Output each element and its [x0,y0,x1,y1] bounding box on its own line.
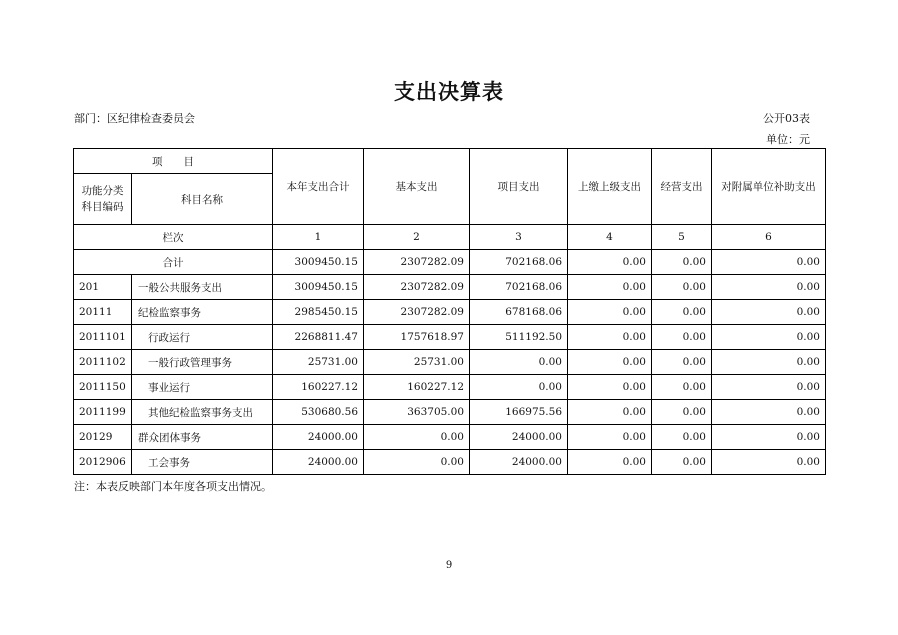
form-number: 公开03表 [763,112,810,125]
header-col-3: 项目支出 [470,149,568,225]
row-value: 0.00 [712,425,826,450]
total-value: 0.00 [568,250,652,275]
row-value: 2307282.09 [364,275,470,300]
row-value: 2307282.09 [364,300,470,325]
header-col-1: 本年支出合计 [273,149,364,225]
row-number-1: 1 [273,225,364,250]
row-code: 20129 [74,425,132,450]
row-number-3: 3 [470,225,568,250]
row-value: 0.00 [568,450,652,475]
row-value: 3009450.15 [273,275,364,300]
row-name: 一般公共服务支出 [132,275,273,300]
row-number-2: 2 [364,225,470,250]
row-value: 0.00 [712,350,826,375]
footnote: 注：本表反映部门本年度各项支出情况。 [74,480,272,493]
row-value: 0.00 [652,400,712,425]
row-value: 0.00 [652,350,712,375]
unit-label: 单位：元 [766,133,810,146]
row-value: 0.00 [470,375,568,400]
row-name: 其他纪检监察事务支出 [132,400,273,425]
row-value: 160227.12 [364,375,470,400]
row-name: 纪检监察事务 [132,300,273,325]
row-value: 0.00 [364,425,470,450]
row-code: 201 [74,275,132,300]
table-row [74,325,826,350]
row-value: 1757618.97 [364,325,470,350]
row-value: 0.00 [652,300,712,325]
row-value: 0.00 [364,450,470,475]
header-col-5: 经营支出 [652,149,712,225]
table-row [74,425,826,450]
row-value: 0.00 [568,375,652,400]
row-code: 2012906 [74,450,132,475]
table-row [74,375,826,400]
row-value: 0.00 [568,400,652,425]
row-value: 0.00 [568,275,652,300]
header-code: 功能分类 科目编码 [74,174,132,225]
row-value: 0.00 [568,325,652,350]
header-col-2: 基本支出 [364,149,470,225]
total-value: 0.00 [652,250,712,275]
row-name: 群众团体事务 [132,425,273,450]
row-name: 一般行政管理事务 [132,350,273,375]
row-value: 0.00 [712,450,826,475]
row-value: 530680.56 [273,400,364,425]
row-value: 0.00 [712,325,826,350]
row-number-5: 5 [652,225,712,250]
row-number-6: 6 [712,225,826,250]
expenditure-table [73,148,826,475]
row-name: 事业运行 [132,375,273,400]
row-value: 0.00 [652,450,712,475]
table-row [74,275,826,300]
table-row [74,350,826,375]
row-value: 2985450.15 [273,300,364,325]
row-code: 20111 [74,300,132,325]
row-name: 行政运行 [132,325,273,350]
total-row [74,250,826,275]
page-number: 9 [445,560,453,571]
row-value: 0.00 [652,375,712,400]
header-project: 项 目 [74,149,273,174]
row-value: 24000.00 [470,425,568,450]
row-name: 工会事务 [132,450,273,475]
row-value: 0.00 [652,325,712,350]
row-value: 0.00 [568,350,652,375]
total-label: 合计 [74,250,273,275]
row-value: 0.00 [712,275,826,300]
row-code: 2011150 [74,375,132,400]
total-value: 702168.06 [470,250,568,275]
row-value: 0.00 [470,350,568,375]
row-value: 0.00 [712,375,826,400]
row-code: 2011101 [74,325,132,350]
row-value: 2268811.47 [273,325,364,350]
total-value: 3009450.15 [273,250,364,275]
header-col-4: 上缴上级支出 [568,149,652,225]
row-number-label: 栏次 [74,225,273,250]
header-name: 科目名称 [132,174,273,225]
table-row [74,300,826,325]
row-number-4: 4 [568,225,652,250]
row-value: 702168.06 [470,275,568,300]
row-value: 166975.56 [470,400,568,425]
row-code: 2011102 [74,350,132,375]
total-value: 2307282.09 [364,250,470,275]
row-value: 363705.00 [364,400,470,425]
row-value: 0.00 [568,300,652,325]
row-code: 2011199 [74,400,132,425]
row-value: 24000.00 [470,450,568,475]
row-value: 160227.12 [273,375,364,400]
row-value: 511192.50 [470,325,568,350]
row-value: 25731.00 [273,350,364,375]
row-value: 25731.00 [364,350,470,375]
header-col-6: 对附属单位补助支出 [712,149,826,225]
row-value: 678168.06 [470,300,568,325]
row-value: 0.00 [712,400,826,425]
row-value: 24000.00 [273,450,364,475]
row-value: 0.00 [652,275,712,300]
table-row [74,400,826,425]
total-value: 0.00 [712,250,826,275]
row-value: 0.00 [712,300,826,325]
page-title: 支出决算表 [394,80,504,104]
row-value: 0.00 [652,425,712,450]
row-value: 24000.00 [273,425,364,450]
table-row [74,450,826,475]
row-value: 0.00 [568,425,652,450]
department-label: 部门：区纪律检查委员会 [74,112,195,125]
